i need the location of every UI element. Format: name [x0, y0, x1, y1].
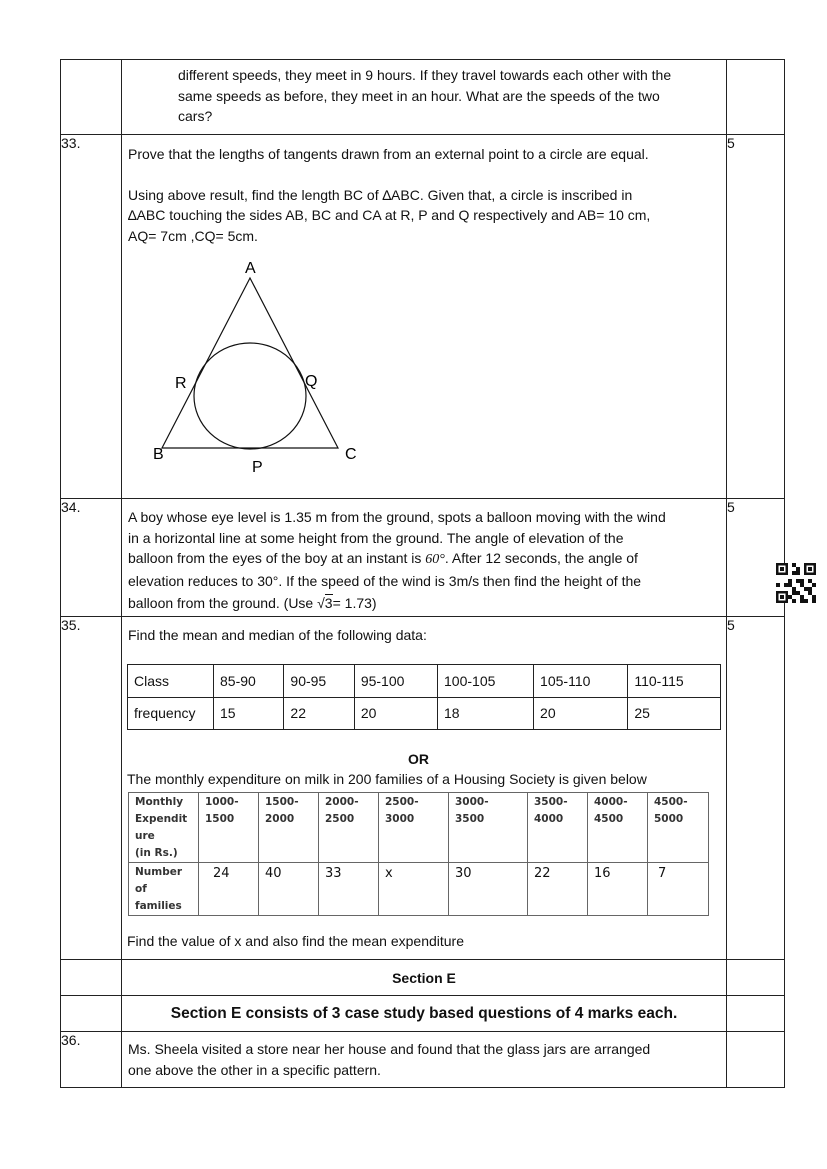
qr-code-icon [776, 563, 816, 603]
label-q: Q [305, 373, 318, 390]
q35-intro2: The monthly expenditure on milk in 200 families of a Housing Society is given below [127, 771, 647, 787]
q34-line3a: balloon from the eyes of the boy at an instant is [128, 550, 426, 566]
table-cell: 85-90 [214, 665, 284, 698]
table-cell: 30 [449, 863, 528, 916]
q33-number: 33. [61, 135, 122, 499]
table-cell: 4000- 4500 [588, 793, 648, 863]
q32-line2: same speeds as before, they meet in an hour. What are the speeds of the two [178, 87, 660, 104]
or-label: OR [408, 751, 429, 767]
q35-intro: Find the mean and median of the following data: [128, 627, 427, 643]
table-cell: 4500- 5000 [648, 793, 709, 863]
table-cell: Class [128, 665, 214, 698]
q36-line2: one above the other in a specific pattern. [128, 1061, 381, 1078]
table-row [128, 665, 721, 698]
table-cell: 20 [534, 697, 628, 730]
q34-line5b: = 1.73) [332, 595, 377, 611]
table-cell: frequency [128, 697, 214, 730]
table-cell: 7 [648, 863, 709, 916]
q36-line1: Ms. Sheela visited a store near her house and found that the glass jars are arranged [128, 1041, 651, 1057]
q34-line5a: balloon from the ground. (Use [128, 595, 318, 611]
table-cell: 15 [214, 697, 284, 730]
q32-line1: different speeds, they meet in 9 hours. If they travel towards each other with the [178, 67, 672, 83]
section-e-title: Section E [122, 960, 727, 996]
q34-line2: in a horizontal line at some height from the ground. The angle of elevation of the [128, 529, 624, 546]
table-cell: 3000- 3500 [449, 793, 528, 863]
q34-number: 34. [61, 499, 122, 617]
table-cell: 2500- 3000 [379, 793, 449, 863]
q35-number: 35. [61, 617, 122, 960]
q33-text2-line2: ∆ABC touching the sides AB, BC and CA at R, P and Q respectively and AB= 10 cm, [128, 207, 651, 223]
table-cell: 16 [588, 863, 648, 916]
expenditure-table [128, 792, 709, 916]
table-cell: 1500- 2000 [259, 793, 319, 863]
q35-marks: 5 [727, 617, 785, 960]
table-cell: 33 [319, 863, 379, 916]
class-frequency-table [127, 664, 721, 730]
table-header-cell: Monthly Expendit ure (in Rs.) [129, 793, 199, 863]
q33-text2-line3: AQ= 7cm ,CQ= 5cm. [128, 227, 258, 244]
table-cell: 22 [284, 697, 354, 730]
q34-marks: 5 [727, 499, 785, 617]
q35-footer: Find the value of x and also find the mean expenditure [127, 933, 464, 949]
q34-line4: elevation reduces to 30°. If the speed of the wind is 3m/s then find the height of the [128, 572, 642, 589]
q33-text2-line1: Using above result, find the length BC of ∆ABC. Given that, a circle is inscribed in [128, 186, 633, 203]
q33-text1: Prove that the lengths of tangents drawn from an external point to a circle are equal. [128, 146, 649, 162]
table-header-cell: Number of families [129, 863, 199, 916]
table-cell: 40 [259, 863, 319, 916]
table-cell: 20 [354, 697, 437, 730]
label-b: B [153, 446, 164, 463]
q34-angle: 60° [425, 552, 445, 567]
incircle [194, 343, 306, 449]
table-cell: 110-115 [628, 665, 721, 698]
q36-number: 36. [61, 1032, 122, 1088]
sqrt-symbol: √ [317, 595, 325, 611]
table-row [128, 697, 721, 730]
table-cell: x [379, 863, 449, 916]
label-p: P [252, 459, 263, 476]
table-cell: 25 [628, 697, 721, 730]
q36-row [61, 1032, 785, 1088]
label-c: C [345, 446, 357, 463]
table-cell: 105-110 [534, 665, 628, 698]
table-cell: 1000- 1500 [199, 793, 259, 863]
table-cell: 2000- 2500 [319, 793, 379, 863]
q34-row [61, 499, 785, 617]
q34-line3b: . After 12 seconds, the angle of [444, 550, 638, 566]
table-cell: 100-105 [438, 665, 534, 698]
q34-line1: A boy whose eye level is 1.35 m from the ground, spots a balloon moving with the wind [128, 509, 666, 525]
triangle-incircle-figure [140, 250, 380, 480]
table-cell: 22 [528, 863, 588, 916]
table-cell: 18 [438, 697, 534, 730]
table-row [129, 863, 709, 916]
label-r: R [175, 375, 187, 392]
table-cell: 95-100 [354, 665, 437, 698]
table-row [129, 793, 709, 863]
triangle-abc [162, 278, 338, 448]
section-e-subtitle-row [61, 996, 785, 1032]
table-cell: 24 [199, 863, 259, 916]
q33-marks: 5 [727, 135, 785, 499]
q32-row [61, 60, 785, 135]
q34-root: 3 [324, 595, 333, 611]
table-cell: 3500- 4000 [528, 793, 588, 863]
table-cell: 90-95 [284, 665, 354, 698]
section-e-title-row [61, 960, 785, 996]
q32-line3: cars? [178, 108, 213, 124]
section-e-subtitle: Section E consists of 3 case study based questions of 4 marks each. [122, 996, 727, 1032]
label-a: A [245, 260, 256, 277]
